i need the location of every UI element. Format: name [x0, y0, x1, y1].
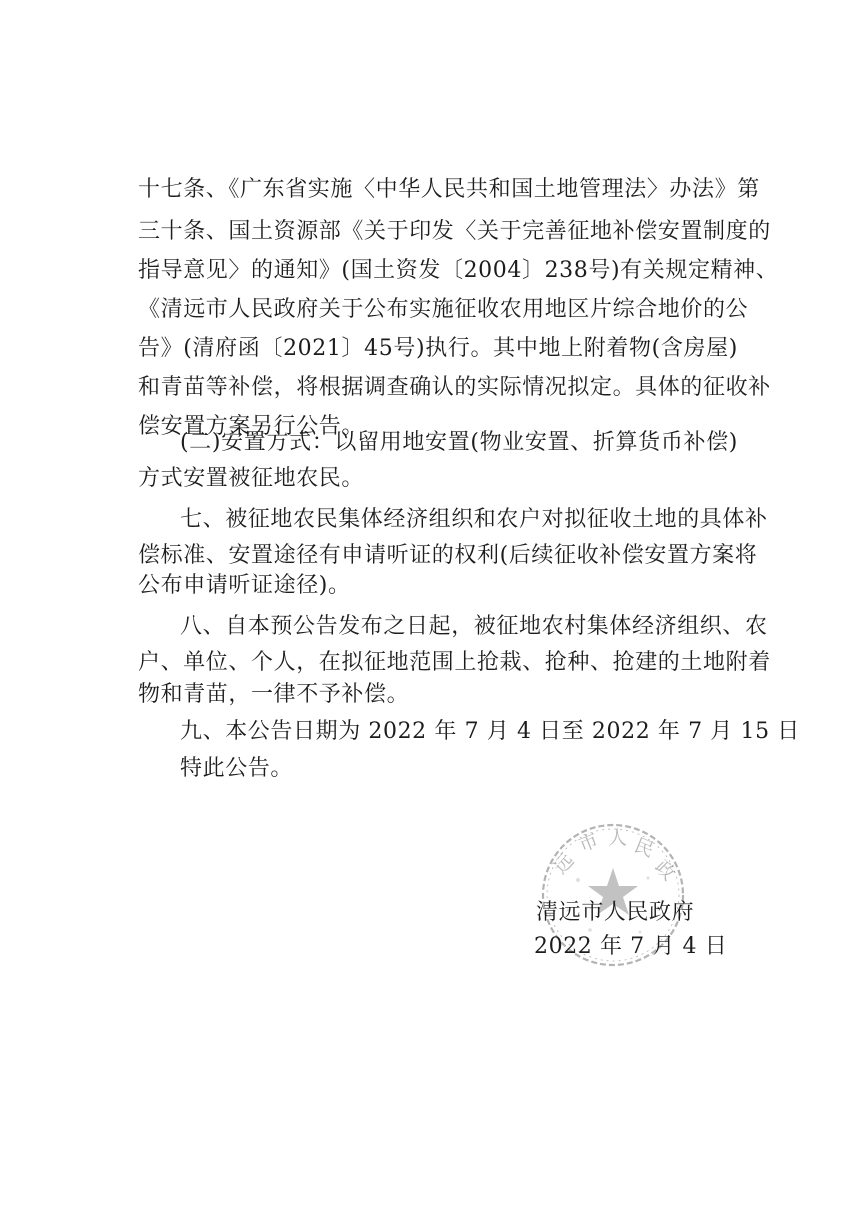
svg-text:市: 市: [575, 829, 602, 857]
signature-date: 2022 年 7 月 4 日: [534, 934, 728, 959]
body-line-6: 和青苗等补偿，将根据调查确认的实际情况拟定。具体的征收补: [138, 375, 771, 400]
body-line-11: 偿标准、安置途径有申请听证的权利(后续征收补偿安置方案将: [138, 543, 758, 568]
body-line-3: 指导意见〉的通知》(国土资发〔2004〕238号)有关规定精神、: [138, 258, 779, 283]
body-line-8: (二)安置方式：以留用地安置(物业安置、折算货币补偿): [180, 430, 738, 455]
body-line-7: 偿安置方案另行公告。: [138, 414, 365, 439]
signature-org: 清远市人民政府: [536, 900, 695, 925]
body-line-9: 方式安置被征地农民。: [138, 466, 365, 491]
body-line-1: 十七条、《广东省实施〈中华人民共和国土地管理法〉办法》第: [138, 177, 760, 202]
svg-text:远: 远: [549, 849, 579, 879]
body-line-15: 物和青苗，一律不予补偿。: [138, 682, 410, 707]
body-line-13: 八、自本预公告发布之日起，被征地农村集体经济组织、农: [180, 614, 768, 639]
body-line-14: 户、单位、个人，在拟征地范围上抢栽、抢种、抢建的土地附着: [138, 650, 771, 675]
body-line-12: 公布申请听证途径)。: [138, 573, 351, 598]
body-line-16: 九、本公告日期为 2022 年 7 月 4 日至 2022 年 7 月 15 日: [180, 719, 800, 744]
svg-text:政: 政: [650, 855, 680, 885]
svg-text:人: 人: [608, 827, 628, 849]
svg-text:民: 民: [631, 834, 657, 862]
body-line-2: 三十条、国土资源部《关于印发〈关于完善征地补偿安置制度的: [138, 219, 771, 244]
body-line-4: 《清远市人民政府关于公布实施征收农用地区片综合地价的公: [138, 297, 749, 322]
body-line-17: 特此公告。: [180, 756, 294, 781]
body-line-5: 告》(清府函〔2021〕45号)执行。其中地上附着物(含房屋): [138, 336, 738, 361]
body-line-10: 七、被征地农民集体经济组织和农户对拟征收土地的具体补: [180, 507, 768, 532]
